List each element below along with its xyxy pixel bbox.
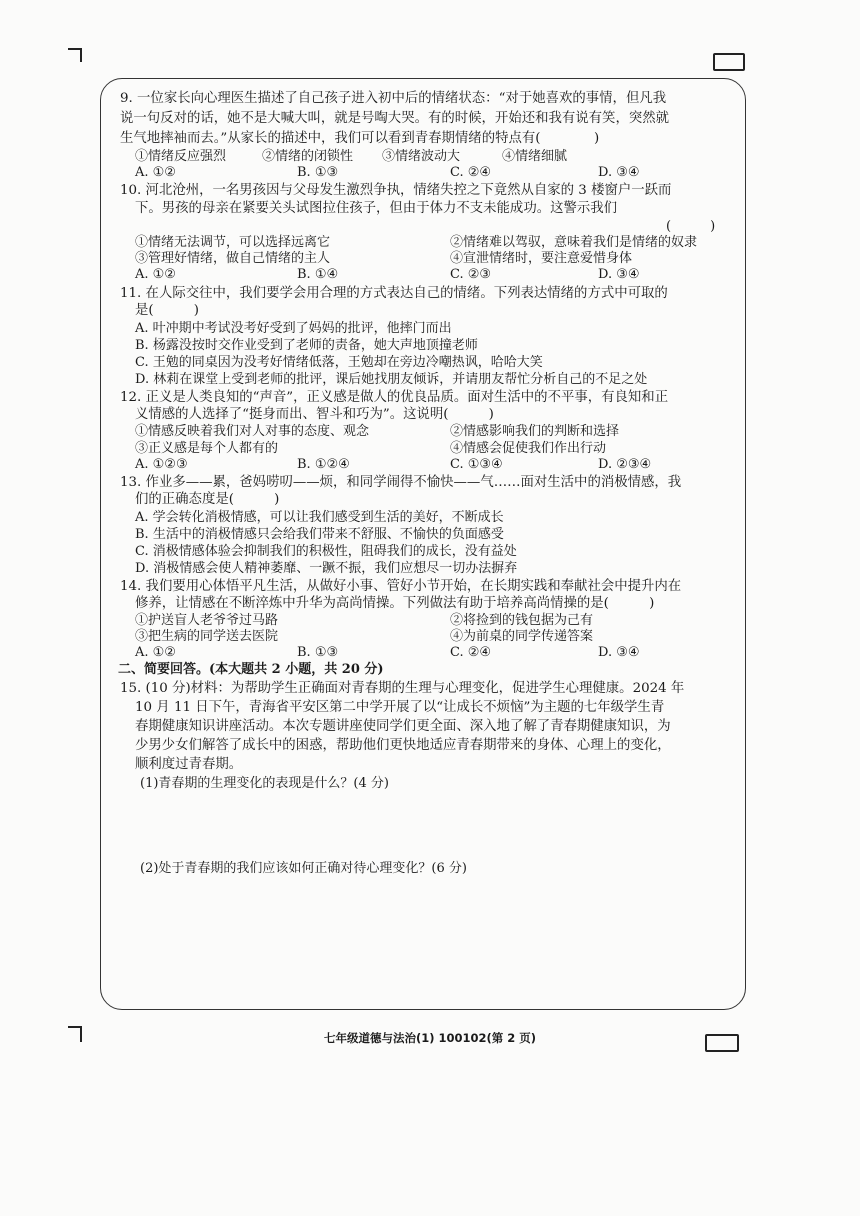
q9-statement-1: ①情绪反应强烈 [135,149,227,164]
q9-line-1: 9. 一位家长向心理医生描述了自己孩子进入初中后的情绪状态：“对于她喜欢的事情，但凡我 [120,91,667,106]
q12-option-c: C. ①③④ [450,457,503,472]
q14-option-c: C. ②④ [450,645,492,660]
q11-option-a: A. 叶冲期中考试没考好受到了妈妈的批评，他摔门而出 [135,321,452,336]
q9-option-d: D. ③④ [598,165,640,180]
q9-statement-4: ④情绪细腻 [502,149,568,164]
q14-option-d: D. ③④ [598,645,640,660]
q10-option-c: C. ②③ [450,267,492,282]
q10-option-a: A. ①② [135,267,176,282]
q12-statement-4: ④情感会促使我们作出行动 [450,441,607,456]
q15-material-line-2: 10 月 11 日下午，青海省平安区第二中学开展了以“让成长不烦恼”为主题的七年级学生青 [135,700,665,715]
q10-answer-paren: ( ) [666,219,716,234]
q11-line-2: 是( ) [135,303,200,318]
q15-material-line-3: 春期健康知识讲座活动。本次专题讲座使同学们更全面、深入地了解了青春期健康知识，为 [135,719,671,734]
q9-option-a: A. ①② [135,165,176,180]
q13-option-a: A. 学会转化消极情感，可以让我们感受到生活的美好，不断成长 [135,510,504,525]
q10-statement-4: ④宣泄情绪时，要注意爱惜身体 [450,251,633,266]
q14-line-1: 14. 我们要用心体悟平凡生活，从做好小事、管好小节开始，在长期实践和奉献社会中提升内在 [120,579,682,594]
q11-line-1: 11. 在人际交往中，我们要学会用合理的方式表达自己的情绪。下列表达情绪的方式中可取的 [120,286,668,301]
q9-line-3: 生气地摔袖而去。”从家长的描述中，我们可以看到青春期情绪的特点有( ) [120,131,600,146]
q12-option-d: D. ②③④ [598,457,652,472]
q9-option-b: B. ①③ [297,165,339,180]
q10-line-2: 下。男孩的母亲在紧要关头试图拉住孩子，但由于体力不支未能成功。这警示我们 [135,201,618,216]
q15-material-line-5: 顺利度过青春期。 [135,757,243,772]
section-heading: 二、简要回答。(本大题共 2 小题，共 20 分) [118,662,384,677]
q12-statement-1: ①情感反映着我们对人对事的态度、观念 [135,424,370,439]
q12-line-1: 12. 正义是人类良知的“声音”，正义感是做人的优良品质。面对生活中的不平事，有良知和正 [120,390,669,405]
q13-option-c: C. 消极情感体验会抑制我们的积极性，阻碍我们的成长，没有益处 [135,544,517,559]
q9-line-2: 说一句反对的话，她不是大喊大叫，就是号啕大哭。有的时候，开始还和我有说有笑，突然就 [120,111,670,126]
q14-option-a: A. ①② [135,645,176,660]
q9-option-c: C. ②④ [450,165,492,180]
q10-statement-2: ②情绪难以驾驭，意味着我们是情绪的奴隶 [450,235,698,250]
q12-option-b: B. ①②④ [297,457,350,472]
page-footer: 七年级道德与法治(1) 100102(第 2 页) [323,1031,537,1045]
q14-statement-4: ④为前桌的同学传递答案 [450,629,594,644]
q10-statement-3: ③管理好情绪，做自己情绪的主人 [135,251,331,266]
q10-line-1: 10. 河北沧州，一名男孩因与父母发生激烈争执，情绪失控之下竟然从自家的 3 楼窗户一跃而 [120,183,672,198]
q12-statement-3: ③正义感是每个人都有的 [135,441,279,456]
q13-option-d: D. 消极情感会使人精神萎靡、一蹶不振，我们应想尽一切办法摒弃 [135,561,518,576]
q14-option-b: B. ①③ [297,645,339,660]
q11-option-d: D. 林莉在课堂上受到老师的批评，课后她找朋友倾诉，并请朋友帮忙分析自己的不足之处 [135,372,648,387]
q14-statement-1: ①护送盲人老爷爷过马路 [135,613,279,628]
corner-mark-top-left [68,48,82,62]
q11-option-b: B. 杨露没按时交作业受到了老师的责备，她大声地顶撞老师 [135,338,478,353]
q9-statement-2: ②情绪的闭锁性 [262,149,354,164]
q10-option-b: B. ①④ [297,267,339,282]
q12-statement-2: ②情感影响我们的判断和选择 [450,424,620,439]
q15-material-line-4: 少男少女们解答了成长中的困惑，帮助他们更快地适应青春期带来的身体、心理上的变化， [135,738,671,753]
q14-statement-2: ②将捡到的钱包据为己有 [450,613,594,628]
q14-statement-3: ③把生病的同学送去医院 [135,629,279,644]
q13-option-b: B. 生活中的消极情感只会给我们带来不舒服、不愉快的负面感受 [135,527,504,542]
q14-line-2: 修养，让情感在不断淬炼中升华为高尚情操。下列做法有助于培养高尚情操的是( ) [135,596,655,611]
q15-subquestion-1: (1)青春期的生理变化的表现是什么？(4 分) [140,776,389,791]
q13-line-1: 13. 作业多——累，爸妈唠叨——烦，和同学闹得不愉快——气……面对生活中的消极情感，我 [120,475,682,490]
q12-line-2: 义情感的人选择了“挺身而出、智斗和巧为”。这说明( ) [135,407,494,422]
q10-option-d: D. ③④ [598,267,640,282]
q10-statement-1: ①情绪无法调节，可以选择远离它 [135,235,331,250]
q9-statement-3: ③情绪波动大 [382,149,461,164]
score-box-top-right [713,53,745,71]
q11-option-c: C. 王勉的同桌因为没考好情绪低落，王勉却在旁边冷嘲热讽，哈哈大笑 [135,355,543,370]
q15-subquestion-2: (2)处于青春期的我们应该如何正确对待心理变化？(6 分) [140,861,467,876]
q13-line-2: 们的正确态度是( ) [135,492,280,507]
q15-material-line-1: 15. (10 分)材料：为帮助学生正确面对青春期的生理与心理变化，促进学生心理健康。2024 年 [120,681,685,696]
q12-option-a: A. ①②③ [135,457,188,472]
